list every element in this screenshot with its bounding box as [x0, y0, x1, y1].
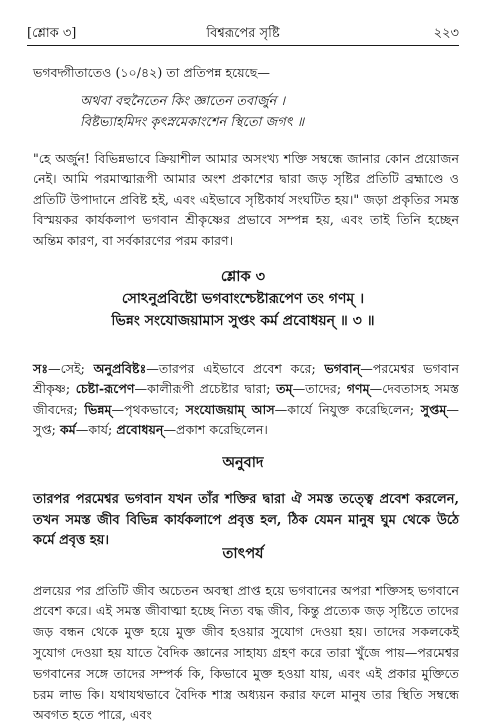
synonym-meaning: দেবতাসহ সমস্ত জীবদের; [33, 381, 459, 417]
synonym-term: চেষ্টা-রূপেণ [75, 381, 135, 397]
synonym-meaning: তারপর এইভাবে প্রবেশ করে; [158, 360, 316, 376]
synonym-term: ভগবান্ [324, 360, 361, 376]
synonym-meaning: কালীরূপী প্রচেষ্টার দ্বারা; [147, 381, 271, 397]
synonym-term: তম্ [276, 381, 293, 397]
synonym-meaning: প্রকাশ করেছিলেন। [176, 422, 268, 438]
verse-line-2: ভিন্নং সংযোজয়ামাস সুপ্তং কর্ম প্রবোধয়ন্ ॥ ৩ ॥ [111, 313, 375, 329]
synonym-term: সঃ [33, 360, 49, 376]
synonym-meaning: পৃথকভাবে; [124, 401, 179, 417]
gita-quote-line-2: বিষ্টভ্যাহমিদং কৃৎস্নমেকাংশেন স্থিতো জগৎ ॥ [80, 115, 305, 130]
running-header [27, 24, 459, 44]
purport-heading: তাৎপর্য [222, 545, 264, 562]
synonym-term: সংযোজয়াম্ আস [185, 401, 275, 417]
synonym-meaning: সেই; [60, 360, 85, 376]
synonym-term: গণম্ [346, 381, 370, 397]
verse-line-1: সোঽনুপ্রবিষ্টো ভগবাংশ্চেষ্টারূপেণ তং গণম্ । [121, 291, 365, 307]
synonym-term: কর্ম [59, 422, 76, 438]
gita-quote-line-1: অথবা বহুনৈতেন কিং জ্ঞাতেন তবার্জুন । [80, 94, 285, 109]
synonym-term: প্রবোধয়ন্ [116, 422, 164, 438]
synonym-meaning: কার্য; [88, 422, 113, 438]
synonym-term: অনুপ্রবিষ্টঃ [93, 360, 147, 376]
intro-line: ভগবদ্গীতাতেও (১০/৪২) তা প্রতিপন্ন হয়েছে— [33, 65, 270, 80]
synonym-term: সুপ্তম্ [420, 401, 447, 417]
purport-text: প্রলয়ের পর প্রতিটি জীব অচেতন অবস্থা প্রাপ্ত হয়ে ভগবানের অপরা শক্তিসহ ভগবানে প্রবেশ করে। এই সমস্ত জীবাত্মা হচ্ছে নিত্য বদ্ধ জীব, কিন্তু প্রত্যেক জড় সৃষ্টিতে তাদের জড় বন্ধন থেকে মুক্ত হয়ে মুক্ত জীব হওয়ার সুযোগ দেওয়া হয়। তাদের সকলকেই সুযোগ দেওয়া হয় যাতে বৈদিক জ্ঞানের সাহায্য গ্রহণ করে তারা খুঁজে পায়—পরমেশ্বর ভগবানের সঙ্গে তাদের সম্পর্ক কি, কিভাবে মুক্ত হওয়া যায়, এবং এই প্রকার মুক্তিতে চরম লাভ কি। যথাযথভাবে বৈদিক শাস্ত্র অধ্যয়ন করার ফলে মানুষ তার স্থিতি সম্বন্ধে অবগত হতে পারে, এবং [33, 582, 459, 723]
sloka-heading: শ্লোক ৩ [220, 268, 266, 285]
page-number: ২২৩ [433, 26, 459, 41]
word-for-word-synonyms: সঃ—সেই; অনুপ্রবিষ্টঃ—তারপর এইভাবে প্রবেশ করে; ভগবান্—পরমেশ্বর ভগবান শ্রীকৃষ্ণ; চেষ্টা-রূপেণ—কালীরূপী প্রচেষ্টার দ্বারা; তম্—তাদের; গণম্—দেবতাসহ সমস্ত জীবদের; ভিন্নম্—পৃথকভাবে; সংযোজয়াম্ আস—কার্যে নিযুক্ত করেছিলেন; সুপ্তম্—সুপ্ত; কর্ম—কার্য; প্রবোধয়ন্—প্রকাশ করেছিলেন। [33, 360, 459, 438]
synonym-meaning: তাদের; [305, 381, 342, 397]
explanation-paragraph: "হে অর্জুন! বিভিন্নভাবে ক্রিয়াশীল আমার অসংখ্য শক্তি সম্বন্ধে জানার কোন প্রয়োজন নেই। আমি পরমাত্মারূপী আমার অংশ প্রকাশের দ্বারা জড় সৃষ্টির প্রতিটি ব্রহ্মাণ্ডে ও প্রতিটি উপাদানে প্রবিষ্ট হই, এবং এইভাবে সৃষ্টিকার্য সংঘটিত হয়।" জড়া প্রকৃতির সমস্ত বিস্ময়কর কার্যকলাপ ভগবান শ্রীকৃষ্ণের প্রভাবে সম্পন্ন হয়, এবং তাই তিনি হচ্ছেন অন্তিম কারণ, বা সর্বকারণের পরম কারণ। [33, 151, 459, 248]
synonym-term: ভিন্নম্ [84, 401, 112, 417]
header-sloka-ref: [শ্লোক ৩] [27, 26, 77, 41]
synonym-meaning: কার্যে নিযুক্ত করেছিলেন; [287, 401, 415, 417]
synonym-meaning: সুপ্ত; [33, 422, 56, 438]
translation-text: তারপর পরমেশ্বর ভগবান যখন তাঁর শক্তির দ্বারা ঐ সমস্ত তত্ত্বে প্রবেশ করলেন, তখন সমস্ত জীব বিভিন্ন কার্যকলাপে প্রবৃত্ত হল, ঠিক যেমন মানুষ ঘুম থেকে উঠে কর্মে প্রবৃত্ত হয়। [33, 492, 459, 549]
header-rule [27, 45, 459, 46]
translation-heading: অনুবাদ [222, 454, 264, 471]
header-chapter-title: বিশ্বরূপের সৃষ্টি [206, 26, 280, 41]
synonym-meaning: পরমেশ্বর ভগবান শ্রীকৃষ্ণ; [33, 360, 459, 397]
